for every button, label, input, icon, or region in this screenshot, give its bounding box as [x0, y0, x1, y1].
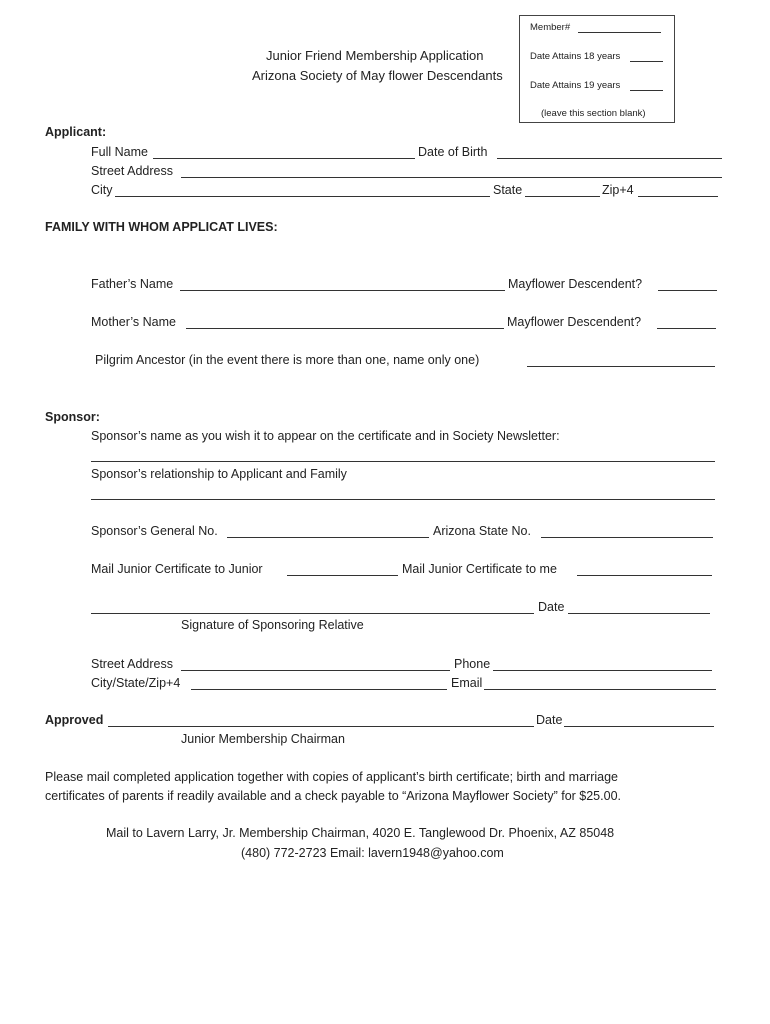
city-label: City — [91, 183, 113, 197]
city-field[interactable] — [115, 196, 490, 197]
form-title: Junior Friend Membership Application — [266, 48, 484, 63]
instructions-line-1: Please mail completed application together with copies of applicant’s birth certificate; birth and marriage — [45, 770, 618, 784]
zip-label: Zip+4 — [602, 183, 634, 197]
pilgrim-ancestor-field[interactable] — [527, 366, 715, 367]
leave-blank-note: (leave this section blank) — [541, 108, 646, 119]
applicant-heading: Applicant: — [45, 125, 107, 139]
sponsor-relationship-label: Sponsor’s relationship to Applicant and Family — [91, 467, 347, 481]
attains-18-label: Date Attains 18 years — [530, 51, 621, 62]
sponsor-general-no-label: Sponsor’s General No. — [91, 524, 218, 538]
sponsor-street-field[interactable] — [181, 670, 450, 671]
mail-to-me-label: Mail Junior Certificate to me — [402, 562, 557, 576]
sponsor-email-label: Email — [451, 676, 483, 690]
member-number-field[interactable] — [578, 32, 661, 33]
instructions-line-2: certificates of parents if readily available and a check payable to “Arizona Mayflower Society” for $25.00. — [45, 789, 621, 803]
mail-to-junior-field[interactable] — [287, 575, 398, 576]
mail-to-line-1: Mail to Lavern Larry, Jr. Membership Chairman, 4020 E. Tanglewood Dr. Phoenix, AZ 85048 — [106, 826, 615, 840]
signature-caption: Signature of Sponsoring Relative — [181, 618, 364, 632]
mail-to-line-2: (480) 772-2723 Email: lavern1948@yahoo.com — [241, 846, 504, 860]
mother-descendent-label: Mayflower Descendent? — [507, 315, 642, 329]
father-descendent-label: Mayflower Descendent? — [508, 277, 643, 291]
family-heading: FAMILY WITH WHOM APPLICAT LIVES: — [45, 220, 278, 234]
attains-19-field[interactable] — [630, 90, 663, 91]
father-name-label: Father’s Name — [91, 277, 174, 291]
attains-19-label: Date Attains 19 years — [530, 80, 621, 91]
father-name-field[interactable] — [180, 290, 505, 291]
signature-date-field[interactable] — [568, 613, 710, 614]
approved-label: Approved — [45, 713, 104, 727]
sponsor-name-prompt: Sponsor’s name as you wish it to appear on the certificate and in Society Newsletter: — [91, 429, 560, 443]
approved-date-field[interactable] — [564, 726, 714, 727]
chairman-caption: Junior Membership Chairman — [181, 732, 345, 746]
approved-date-label: Date — [536, 713, 563, 727]
full-name-field[interactable] — [153, 158, 415, 159]
arizona-state-no-field[interactable] — [541, 537, 713, 538]
mother-name-label: Mother’s Name — [91, 315, 176, 329]
signature-date-label: Date — [538, 600, 565, 614]
sponsor-phone-label: Phone — [454, 657, 491, 671]
mail-to-junior-label: Mail Junior Certificate to Junior — [91, 562, 263, 576]
father-descendent-field[interactable] — [658, 290, 717, 291]
sponsor-heading: Sponsor: — [45, 410, 100, 424]
street-address-field[interactable] — [181, 177, 722, 178]
arizona-state-no-label: Arizona State No. — [433, 524, 531, 538]
dob-label: Date of Birth — [418, 145, 488, 159]
dob-field[interactable] — [497, 158, 722, 159]
sponsor-name-field[interactable] — [91, 461, 715, 462]
attains-18-field[interactable] — [630, 61, 663, 62]
society-name: Arizona Society of May flower Descendants — [252, 68, 503, 83]
state-field[interactable] — [525, 196, 600, 197]
sponsor-street-label: Street Address — [91, 657, 173, 671]
zip-field[interactable] — [638, 196, 718, 197]
sponsor-city-field[interactable] — [191, 689, 447, 690]
state-label: State — [493, 183, 523, 197]
sponsor-general-no-field[interactable] — [227, 537, 429, 538]
sponsor-email-field[interactable] — [484, 689, 716, 690]
approved-field[interactable] — [108, 726, 534, 727]
sponsor-city-label: City/State/Zip+4 — [91, 676, 181, 690]
street-address-label: Street Address — [91, 164, 173, 178]
mother-name-field[interactable] — [186, 328, 504, 329]
pilgrim-ancestor-label: Pilgrim Ancestor (in the event there is more than one, name only one) — [95, 353, 480, 367]
signature-field[interactable] — [91, 613, 534, 614]
full-name-label: Full Name — [91, 145, 148, 159]
sponsor-phone-field[interactable] — [493, 670, 712, 671]
member-number-label: Member# — [530, 22, 571, 33]
mother-descendent-field[interactable] — [657, 328, 716, 329]
mail-to-me-field[interactable] — [577, 575, 712, 576]
sponsor-relationship-field[interactable] — [91, 499, 715, 500]
